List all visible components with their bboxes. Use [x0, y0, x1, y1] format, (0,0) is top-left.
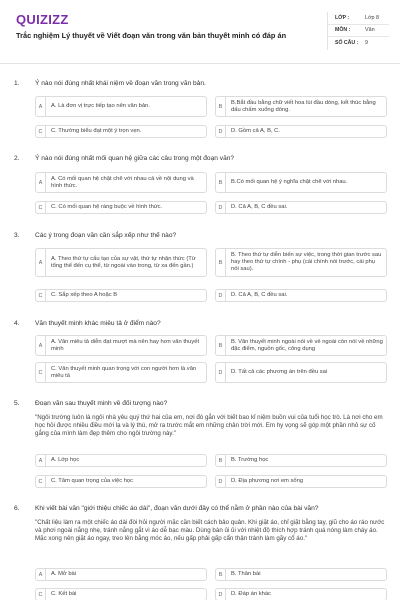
answer-option-a[interactable] [35, 454, 207, 467]
answer-option-a[interactable] [35, 96, 207, 117]
option-text: D. Tất cả các phương án trên đều sai [231, 369, 328, 375]
option-letter: C [36, 363, 46, 382]
option-text: C. Kết bài [51, 591, 77, 597]
answer-option-d[interactable] [215, 362, 387, 383]
answer-option-d[interactable] [215, 588, 387, 600]
option-letter: A [36, 336, 46, 355]
answer-option-b[interactable] [215, 568, 387, 581]
option-text: A. Văn miêu tả diễn đạt mượt mà nên hay hơn văn thuyết minh [51, 338, 200, 352]
option-letter: A [36, 173, 46, 192]
answer-option-b[interactable] [215, 454, 387, 467]
option-letter: C [36, 290, 46, 301]
question-text: Các ý trong đoạn văn cần sắp xếp như thế nào? [35, 232, 177, 239]
meta-row-count [328, 37, 389, 50]
option-letter: D [216, 589, 226, 600]
question-number: 3. [14, 232, 20, 239]
option-text: D. Cả A, B, C đều sai. [231, 204, 288, 210]
meta-label: MÔN : [335, 27, 351, 34]
option-text: B. Trường học [231, 457, 269, 463]
answer-option-c[interactable] [35, 362, 207, 383]
question-text: Ý nào nói đúng nhất khái niệm về đoạn văn trong văn bản. [35, 80, 206, 87]
option-letter: A [36, 455, 46, 466]
question-passage: "Ngôi trường luôn là ngôi nhà yêu quý thứ hai của em, nơi đó gắn với biết bao kỉ niệm buồn vui của tuổi học trò. Là nơi cho em học hỏi được nhiều điều mới lạ và lý thú, mở ra trước mắt em những chân trời mới. Em hy vọng sẽ góp một phần nhỏ sự cố gắng của mình làm đẹp thêm cho ngôi trường này." [35, 414, 383, 438]
option-letter: D [216, 363, 226, 382]
answer-option-b[interactable] [215, 96, 387, 117]
answer-option-d[interactable] [215, 125, 387, 138]
option-letter: C [36, 476, 46, 487]
option-text: A. Có mối quan hệ chặt chẽ với nhau cả về nội dung và hình thức. [51, 175, 194, 189]
option-text: A. Là đơn vị trực tiếp tạo nên văn bản. [51, 103, 150, 109]
question-text: Đoạn văn sau thuyết minh về đối tượng nào? [35, 400, 168, 407]
meta-row-grade [328, 12, 389, 25]
option-text: B. Văn thuyết minh ngoài nói về vẻ ngoài còn nói về những đặc điểm, nguồn gốc, công dụng [231, 338, 383, 352]
answer-option-c[interactable] [35, 588, 207, 600]
option-letter: D [216, 202, 226, 213]
meta-value: Lớp 8 [365, 14, 380, 21]
question-2 [0, 155, 400, 217]
question-passage: "Chất liệu làm ra một chiếc áo dài đòi hỏi người mặc cần biết cách bảo quản. Khi giặt áo, chỉ giặt bằng tay, giũ cho áo ráo nước và phơi ngoài nắng nhẹ, tránh nắng gắt vì áo dễ bạc màu. Dùng bàn ủi ủi với nhiệt độ thích hợp tránh quá nóng làm cháy áo. Mặc xong nên giặt áo ngay, treo lên bằng móc áo, nếu gấp phải gấp cẩn thận tránh làm gãy cổ áo." [35, 519, 385, 543]
option-letter: C [36, 202, 46, 213]
question-number: 2. [14, 155, 20, 162]
option-letter: D [216, 476, 226, 487]
option-text: D. Địa phương nơi em sống [231, 478, 304, 484]
question-text: Ý nào nói đúng nhất mối quan hệ giữa các câu trong một đoạn văn? [35, 155, 235, 162]
meta-row-subject [328, 25, 389, 38]
page-title: Trắc nghiệm Lý thuyết về Viết đoạn văn trong văn bản thuyết minh có đáp án [16, 31, 287, 40]
quizizz-logo[interactable]: QUIZIZZ [16, 12, 69, 27]
option-text: A. Mở bài [51, 571, 77, 577]
answer-option-d[interactable] [215, 201, 387, 214]
option-letter: B [216, 97, 226, 116]
option-text: C. Tâm quan trọng của việc học [51, 478, 134, 484]
option-text: D. Đáp án khác [231, 591, 271, 597]
question-text: Khi viết bài văn "giới thiệu chiếc áo dài", đoạn văn dưới đây có thể nằm ở phần nào của bài văn? [35, 505, 319, 512]
option-letter: B [216, 455, 226, 466]
meta-label: LỚP : [335, 14, 350, 21]
option-text: B. Theo thứ tự diễn biến sự việc, trong thời gian trước sau hay theo thứ tự chính - phụ (cái chính nói trước, cái phụ nói sau). [231, 252, 382, 272]
meta-value: 9 [365, 40, 368, 47]
option-letter: B [216, 569, 226, 580]
answer-option-d[interactable] [215, 475, 387, 488]
question-text: Văn thuyết minh khác miêu tả ở điểm nào? [35, 320, 161, 327]
option-letter: A [36, 249, 46, 276]
option-letter: B [216, 249, 226, 276]
meta-value: Văn [365, 27, 375, 34]
worksheet-meta [327, 12, 389, 50]
option-letter: B [216, 336, 226, 355]
option-text: C. Thường biểu đạt một ý trọn vẹn. [51, 128, 142, 134]
option-text: B.Có mối quan hệ ý nghĩa chặt chẽ với nhau. [231, 179, 348, 185]
question-6 [0, 505, 400, 600]
answer-option-c[interactable] [35, 289, 207, 302]
question-4 [0, 320, 400, 388]
option-letter: D [216, 126, 226, 137]
answer-option-b[interactable] [215, 248, 387, 277]
option-letter: C [36, 589, 46, 600]
answer-option-b[interactable] [215, 335, 387, 356]
worksheet-header [0, 0, 400, 64]
answer-option-a[interactable] [35, 568, 207, 581]
option-text: C. Có mối quan hệ ràng buộc về hình thức. [51, 204, 163, 210]
question-number: 5. [14, 400, 20, 407]
answer-option-b[interactable] [215, 172, 387, 193]
option-letter: B [216, 173, 226, 192]
answer-option-a[interactable] [35, 335, 207, 356]
answer-option-a[interactable] [35, 248, 207, 277]
option-letter: A [36, 569, 46, 580]
option-text: B.Bắt đầu bằng chữ viết hoa lùi đầu dòng, kết thúc bằng dấu chấm xuống dòng. [231, 99, 376, 113]
option-letter: A [36, 97, 46, 116]
option-text: C. Văn thuyết minh quan trọng với con người hơn là văn miêu tả [51, 365, 197, 379]
answer-option-c[interactable] [35, 125, 207, 138]
option-text: C. Sắp xếp theo A hoặc B [51, 292, 118, 298]
question-1 [0, 80, 400, 140]
question-5 [0, 400, 400, 495]
option-letter: D [216, 290, 226, 301]
option-text: A. Lớp học [51, 457, 80, 463]
question-number: 6. [14, 505, 20, 512]
option-text: D. Gồm cả A, B, C. [231, 128, 280, 134]
meta-label: SỐ CÂU : [335, 40, 359, 47]
question-number: 1. [14, 80, 20, 87]
answer-option-c[interactable] [35, 201, 207, 214]
question-number: 4. [14, 320, 20, 327]
answer-option-a[interactable] [35, 172, 207, 193]
option-text: A. Theo thứ tự cấu tạo của sự vật, thứ tự nhận thức (Từ tổng thể đến cụ thể, từ ngoài vào trong, từ xa đến gần.) [51, 255, 196, 269]
option-letter: C [36, 126, 46, 137]
question-3 [0, 232, 400, 302]
answer-option-d[interactable] [215, 289, 387, 302]
answer-option-c[interactable] [35, 475, 207, 488]
option-text: B. Thân bài [231, 571, 261, 577]
option-text: D. Cả A, B, C đều sai. [231, 292, 288, 298]
